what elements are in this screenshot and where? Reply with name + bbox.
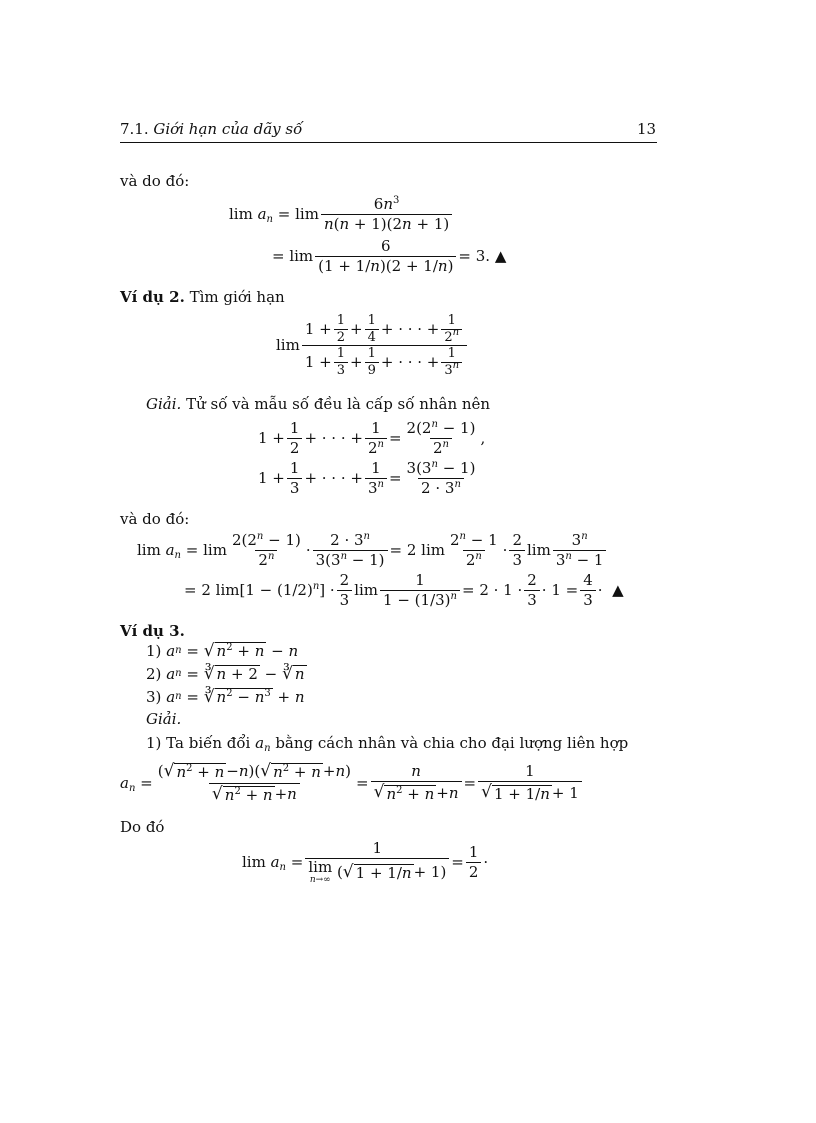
page-number: 13 xyxy=(637,120,657,138)
example-2-label: Ví dụ 2. xyxy=(120,288,185,306)
example-3-item-3: 3) a n = ∛ $n^2 - n^3$ + n xyxy=(146,687,305,708)
section-title: Giới hạn của dãy số xyxy=(153,120,303,138)
end-triangle: ▲ xyxy=(494,247,507,266)
example-3-item-2: 2) a n = ∛ n + 2 − ∛ n xyxy=(146,664,305,685)
section-number: 7.1. xyxy=(120,120,149,138)
solution-3-label: Giải. xyxy=(146,710,182,728)
equation-geom-sum-2: 1 + $\frac{1}{2}$ + · · · + $\frac{1}{2^n}$ = $\frac{2(2^n - 1)}{2^n}$ , xyxy=(258,419,486,458)
running-header xyxy=(120,122,302,137)
equation-final-limit: $\lim a_n$ = 1 lim n→∞ ( √ 1 + 1/n + 1) = $\frac{1}{2}$ · xyxy=(242,839,489,886)
paragraph-va-do-do-2: và do đó: xyxy=(120,510,190,528)
equation-lim-2: lim 1 + $\frac{1}{2}$ + $\frac{1}{4}$ + · · · + $\frac{1}{2^n}$ 1 + $\frac{1}{3}$ + $\frac{1}{9}$ + · · · + $\frac{1}{3^n}$ xyxy=(276,314,469,378)
solution-label: Giải. xyxy=(146,395,182,413)
solution-text: Tử số và mẫu số đều là cấp số nhân nên xyxy=(186,395,491,413)
equation-conjugate: $a_n$ = ( √ $n^2 + n$ − n )( √ $n^2 + n$ + n ) √ $n^2 + n$ + n = n √ $n^2 + n$ + n = 1 √ 1 + 1/n + 1 xyxy=(120,762,584,804)
equation-lim-1b: = lim $\frac{6}{(1 + 1/n)(2 + 1/n)}$ = 3. ▲ xyxy=(272,237,507,276)
example-2-text: Tìm giới hạn xyxy=(189,288,285,306)
paragraph-va-do-do-1: và do đó: xyxy=(120,172,190,190)
solution-3-step-1: 1) Ta biến đổi $a_n$ bằng cách nhân và chia cho đại lượng liên hợp xyxy=(146,734,629,754)
equation-lim-1a: $\lim a_n = \lim$ $\frac{6n^3}{n(n + 1)(2n + 1)}$ xyxy=(229,196,454,234)
equation-lim-3b: = 2 $\lim[1 - (1/2)^n]$ · $\frac{2}{3}$ lim $\frac{1}{1 - (1/3)^n}$ = 2 · 1 · $\frac{2}{3}$ · 1 = $\frac{4}{3}$ · ▲ xyxy=(184,571,624,610)
paragraph-do-do: Do đó xyxy=(120,818,165,836)
header-rule xyxy=(120,142,657,143)
example-3-label: Ví dụ 3. xyxy=(120,622,185,640)
solution-2-intro xyxy=(146,397,490,412)
example-3-item-1: 1) a n = √ $n^2 + n$ − n xyxy=(146,641,299,662)
equation-lim-3a: $\lim a_n = \lim$ $\frac{2(2^n - 1)}{2^n}$ · $\frac{2 \cdot 3^n}{3(3^n - 1)}$ = 2 lim $\frac{2^n - 1}{2^n}$ · $\frac{2}{3}$ lim $\frac{3^n}{3^n - 1}$ xyxy=(137,532,608,570)
end-triangle-2: ▲ xyxy=(612,581,624,600)
equation-geom-sum-3: 1 + $\frac{1}{3}$ + · · · + $\frac{1}{3^n}$ = $\frac{3(3^n - 1)}{2 \cdot 3^n}$ xyxy=(258,459,476,498)
example-2-heading xyxy=(120,290,285,305)
